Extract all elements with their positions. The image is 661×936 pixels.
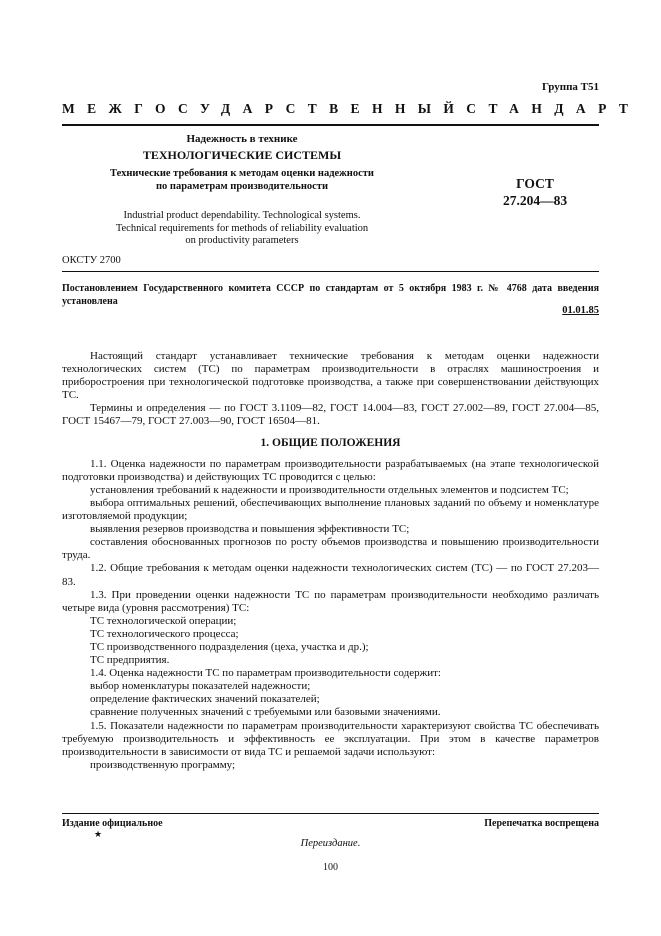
top-rule xyxy=(62,124,599,126)
document-body xyxy=(62,350,599,772)
paragraph: определение фактических значений показателей; xyxy=(90,693,320,706)
paragraph: выбора оптимальных решений, обеспечивающих выполнение плановых заданий по объему и номенклатуре изготовляемой продукции; xyxy=(62,496,599,523)
paragraph: сравнение полученных значений с требуемыми или базовыми значениями. xyxy=(90,706,441,719)
decree-text: Постановлением Государственного комитета СССР по стандартам от 5 октября 1983 г. № 4768 дата введения установлена xyxy=(62,283,599,307)
reprint-prohibited-label: Перепечатка воспрещена xyxy=(484,818,599,829)
paragraph: 1.4. Оценка надежности ТС по параметрам производительности содержит: xyxy=(90,667,441,680)
paragraph: 1.1. Оценка надежности по параметрам производительности разрабатываемых (на этапе технологической подготовки производства) и действующих ТС проводится с целью: xyxy=(62,457,599,483)
title-en-line3: on productivity parameters xyxy=(185,235,299,246)
effective-date: 01.01.85 xyxy=(562,305,599,316)
paragraph: ТС производственного подразделения (цеха, участка и др.); xyxy=(90,640,369,653)
paragraph: выявления резервов производства и повышения эффективности ТС; xyxy=(90,523,410,536)
banner-word-standard: СТАНДАРТ xyxy=(466,101,641,116)
official-edition-label: Издание официальное xyxy=(62,818,163,829)
gost-label: ГОСТ xyxy=(516,176,554,191)
okstu-rule xyxy=(62,271,599,272)
intro-paragraph: Термины и определения — по ГОСТ 3.1109—82, ГОСТ 14.004—83, ГОСТ 27.002—89, ГОСТ 27.004—85, ГОСТ 15467—79, ГОСТ 27.003—90, ГОСТ 16504—81. xyxy=(62,402,599,428)
star-icon: ★ xyxy=(94,829,103,839)
page-number: 100 xyxy=(323,862,338,873)
title-sub-line2: по параметрам производительности xyxy=(155,181,329,192)
title-sub xyxy=(62,167,422,193)
group-code: Группа Т51 xyxy=(541,81,599,93)
title-block xyxy=(62,131,422,248)
title-sub-line1: Технические требования к методам оценки надежности xyxy=(110,168,374,179)
paragraph: 1.2. Общие требования к методам оценки надежности технологических систем (ТС) — по ГОСТ 27.203—83. xyxy=(62,562,599,588)
paragraph: ТС предприятия. xyxy=(90,654,170,667)
paragraph: ТС технологической операции; xyxy=(90,614,237,627)
paragraph: производственную программу; xyxy=(90,758,236,771)
reissue-note: Переиздание. xyxy=(300,838,361,849)
title-en-line1: Industrial product dependability. Technological systems. xyxy=(123,210,361,221)
paragraph: установления требований к надежности и производительности отдельных элементов и подсистем ТС; xyxy=(90,483,569,496)
section-heading: 1. ОБЩИЕ ПОЛОЖЕНИЯ xyxy=(260,436,401,449)
title-subject: Надежность в технике xyxy=(186,133,298,145)
intro-paragraph: Настоящий стандарт устанавливает технические требования к методам оценки надежности технологических систем (ТС) по параметрам производительности в отраслях машиностроения и приборостроения при технологической подготовке производства, а также при совершенствовании действующих ТС. xyxy=(62,350,599,402)
title-main: ТЕХНОЛОГИЧЕСКИЕ СИСТЕМЫ xyxy=(142,148,342,162)
title-english xyxy=(62,210,422,248)
paragraph: 1.5. Показатели надежности по параметрам производительности характеризуют свойства ТС обеспечивать требуемую производительность и эффективность ее эксплуатации. При этом в качестве параметров производительности в зависимости от вида ТС и решаемой задачи используют: xyxy=(62,719,599,758)
banner-word-interstate: МЕЖГОСУДАРСТВЕННЫЙ xyxy=(62,101,467,116)
paragraph: ТС технологического процесса; xyxy=(90,627,239,640)
paragraph: 1.3. При проведении оценки надежности ТС по параметрам производительности необходимо различать четыре вида (уровня рассмотрения) ТС: xyxy=(62,588,599,614)
gost-designation xyxy=(470,175,600,209)
title-en-line2: Technical requirements for methods of reliability evaluation xyxy=(115,222,369,234)
paragraph: выбор номенклатуры показателей надежности; xyxy=(90,680,311,693)
paragraph: составления обоснованных прогнозов по росту объемов производства и повышению производительности труда. xyxy=(62,536,599,562)
standard-banner xyxy=(62,101,641,117)
okstu-code: ОКСТУ 2700 xyxy=(62,255,121,266)
footer-rule xyxy=(62,813,599,814)
gost-number: 27.204—83 xyxy=(502,193,568,208)
